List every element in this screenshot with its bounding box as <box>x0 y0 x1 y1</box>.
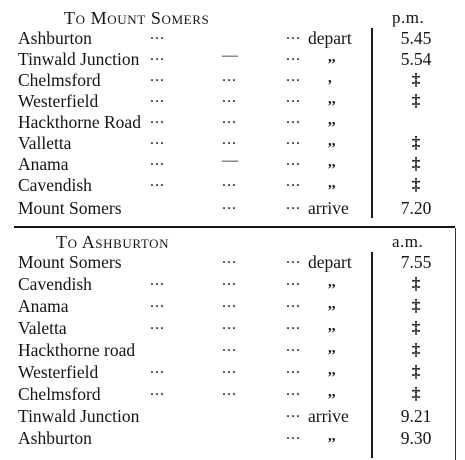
leader-dots: ... <box>286 272 301 289</box>
leader-dots: ... <box>286 316 301 333</box>
ditto-mark: ,, <box>328 274 336 290</box>
depart-arrive-label: arrive <box>308 406 349 426</box>
leader-dots: ... <box>150 272 165 289</box>
table-row <box>0 428 465 450</box>
ditto-mark: ,, <box>328 362 336 378</box>
leader-dots: ... <box>286 360 301 377</box>
table-row <box>0 175 465 197</box>
station-name: Ashburton <box>18 28 92 48</box>
section-destination: To Ashburton <box>56 232 170 252</box>
leader-dots: ... <box>286 294 301 311</box>
section-header-outbound <box>0 6 465 28</box>
dagger-mark: ‡ <box>411 296 421 315</box>
section-period: a.m. <box>392 232 424 251</box>
leader-dots: ... <box>222 360 237 377</box>
leader-dots: ... <box>222 173 237 190</box>
ditto-mark: ,, <box>328 112 336 128</box>
table-row <box>0 198 465 220</box>
leader-dots: ... <box>286 382 301 399</box>
ditto-mark: ,, <box>328 154 336 170</box>
station-name: Tinwald Junction <box>18 406 140 426</box>
ditto-mark: ,, <box>328 175 336 191</box>
leader-dots: ... <box>150 68 165 85</box>
leader-dots: ... <box>286 89 301 106</box>
dagger-mark: ‡ <box>411 133 421 152</box>
station-name: Valletta <box>18 133 72 153</box>
leader-dots: ... <box>150 152 165 169</box>
leader-dots: ... <box>286 250 301 267</box>
leader-dots: ... <box>222 110 237 127</box>
station-name: Westerfield <box>18 362 99 382</box>
ditto-mark: ,, <box>328 296 336 312</box>
station-name: Valetta <box>18 318 67 338</box>
table-row <box>0 274 465 296</box>
leader-dots: ... <box>222 272 237 289</box>
station-name: Tinwald Junction <box>18 49 140 69</box>
time-value: 5.54 <box>400 49 432 69</box>
ditto-mark: ,, <box>328 49 336 65</box>
station-name: Hackthorne road <box>18 340 136 360</box>
leader-dots: ... <box>150 110 165 127</box>
station-name: Mount Somers <box>18 252 122 272</box>
leader-dots: ... <box>150 382 165 399</box>
leader-dots: ... <box>286 173 301 190</box>
ditto-mark: ,, <box>328 340 336 356</box>
leader-dots: ... <box>286 426 301 443</box>
ditto-mark: ,, <box>328 91 336 107</box>
leader-dots: ... <box>286 47 301 64</box>
ditto-mark: ,, <box>328 384 336 400</box>
dagger-mark: ‡ <box>411 91 421 110</box>
leader-dots: ... <box>286 404 301 421</box>
time-value: 5.45 <box>400 28 432 48</box>
table-row <box>0 340 465 362</box>
leader-dots: ... <box>286 26 301 43</box>
depart-arrive-label: depart <box>308 28 352 48</box>
leader-dots: ... <box>222 250 237 267</box>
leader-dots: ... <box>150 360 165 377</box>
dagger-mark: ‡ <box>411 70 421 89</box>
section-period: p.m. <box>392 8 425 27</box>
ditto-mark: ,, <box>328 428 336 444</box>
leader-dots: ... <box>286 110 301 127</box>
leader-dots: ... <box>150 294 165 311</box>
station-name: Ashburton <box>18 428 92 448</box>
station-name: Chelmsford <box>18 384 101 404</box>
ditto-mark: , <box>328 70 332 86</box>
time-value: 7.55 <box>400 252 432 272</box>
section-header-return <box>0 230 465 252</box>
station-name: Westerfield <box>18 91 99 111</box>
leader-dots: ... <box>222 338 237 355</box>
time-value: 9.21 <box>400 406 432 426</box>
leader-dots: ... <box>222 382 237 399</box>
leader-dots: ... <box>222 68 237 85</box>
depart-arrive-label: depart <box>308 252 352 272</box>
leader-dots: ... <box>222 294 237 311</box>
ditto-mark: ,, <box>328 133 336 149</box>
table-row <box>0 252 465 274</box>
station-name: Cavendish <box>18 175 92 195</box>
dagger-mark: ‡ <box>411 318 421 337</box>
table-row <box>0 406 465 428</box>
leader-dots: ... <box>222 316 237 333</box>
leader-dots: ... <box>150 26 165 43</box>
dagger-mark: ‡ <box>411 384 421 403</box>
table-row <box>0 296 465 318</box>
dagger-mark: ‡ <box>411 175 421 194</box>
table-row <box>0 362 465 384</box>
leader-dots: ... <box>286 68 301 85</box>
station-name: Mount Somers <box>18 198 122 218</box>
leader-dots: ... <box>286 338 301 355</box>
leader-dots: — <box>222 47 239 64</box>
dagger-mark: ‡ <box>411 340 421 359</box>
station-name: Anama <box>18 296 69 316</box>
section-divider-rule <box>14 226 455 228</box>
leader-dots: ... <box>222 89 237 106</box>
table-row <box>0 384 465 406</box>
leader-dots: ... <box>286 196 301 213</box>
leader-dots: — <box>222 152 239 169</box>
section-destination: To Mount Somers <box>64 8 210 28</box>
depart-arrive-label: arrive <box>308 198 349 218</box>
station-name: Chelmsford <box>18 70 101 90</box>
leader-dots: ... <box>286 152 301 169</box>
leader-dots: ... <box>150 47 165 64</box>
leader-dots: ... <box>150 89 165 106</box>
dagger-mark: ‡ <box>411 154 421 173</box>
station-name: Hackthorne Road <box>18 112 141 132</box>
leader-dots: ... <box>150 131 165 148</box>
leader-dots: ... <box>222 131 237 148</box>
leader-dots: ... <box>150 173 165 190</box>
time-value: 7.20 <box>400 198 432 218</box>
dagger-mark: ‡ <box>411 274 421 293</box>
ditto-mark: ,, <box>328 318 336 334</box>
dagger-mark: ‡ <box>411 362 421 381</box>
leader-dots: ... <box>286 131 301 148</box>
station-name: Cavendish <box>18 274 92 294</box>
leader-dots: ... <box>150 316 165 333</box>
table-row <box>0 318 465 340</box>
leader-dots: ... <box>222 196 237 213</box>
station-name: Anama <box>18 154 69 174</box>
time-value: 9.30 <box>400 428 432 448</box>
